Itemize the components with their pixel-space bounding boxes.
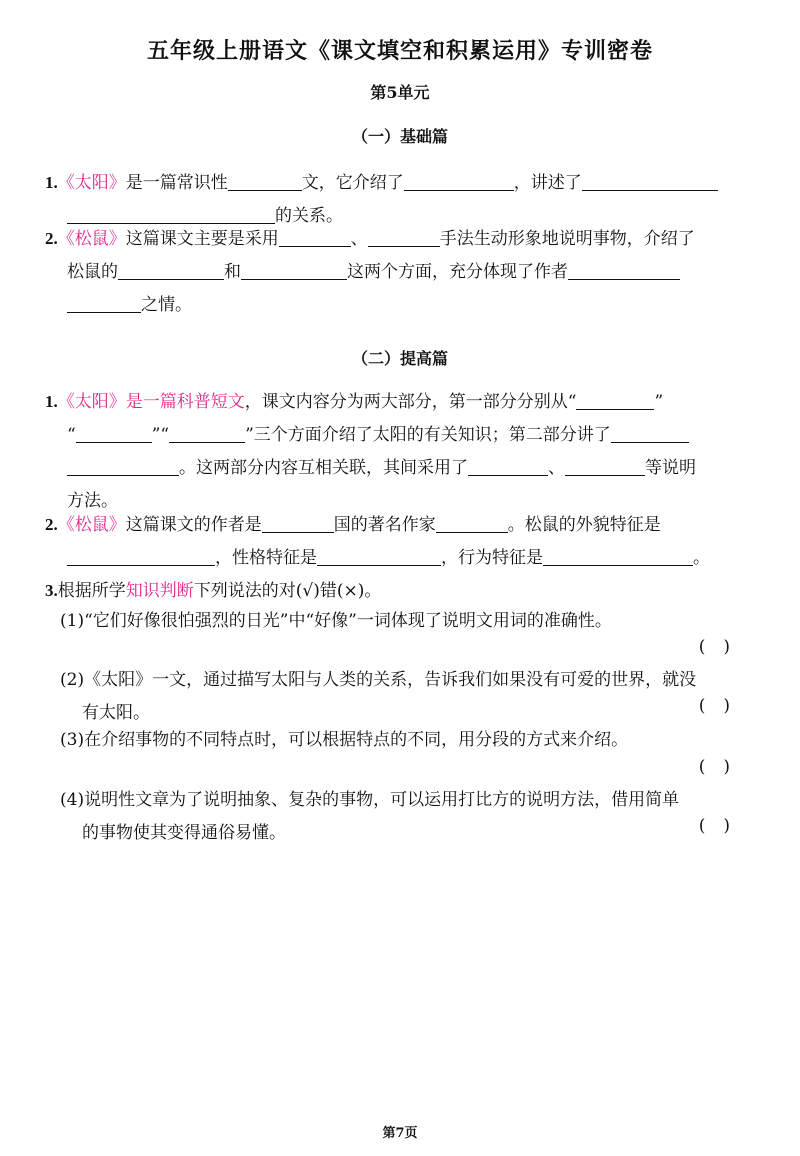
page-number: 第7页 [382, 1126, 418, 1141]
book-title-taiyang-highlight: 《太阳》是一篇科普短文 [57, 392, 245, 412]
answer-parenthesis[interactable]: () [698, 816, 748, 836]
answer-blank[interactable] [317, 545, 441, 566]
answer-blank[interactable] [368, 226, 440, 247]
answer-blank[interactable] [228, 170, 302, 191]
answer-blank[interactable] [76, 422, 152, 443]
answer-blank[interactable] [404, 170, 514, 191]
answer-blank[interactable] [241, 259, 347, 280]
answer-blank[interactable] [169, 422, 245, 443]
judgement-item-2: (2)《太阳》一文，通过描写太阳与人类的关系，告诉我们如果没有可爱的世界，就没 有太阳。 [60, 670, 697, 723]
answer-blank[interactable] [576, 389, 654, 410]
answer-blank[interactable] [543, 545, 693, 566]
answer-blank[interactable] [436, 512, 508, 533]
answer-blank[interactable] [568, 259, 680, 280]
section-heading-advanced: （二）提高篇 [351, 349, 448, 368]
answer-blank[interactable] [118, 259, 224, 280]
book-title-songshu: 《松鼠》 [57, 229, 126, 249]
basic-question-1: 1.《太阳》是一篇常识性 文，它介绍了 ，讲述了 的关系。 [45, 166, 750, 233]
book-title-songshu: 《松鼠》 [57, 515, 126, 535]
book-title-taiyang: 《太阳》 [57, 173, 126, 193]
answer-parenthesis[interactable]: () [698, 696, 748, 716]
advanced-question-1: 1.《太阳》是一篇科普短文，课文内容分为两大部分，第一部分分别从“ ” “ ”“ ”三个方面介绍了太阳的有关知识；第二部分讲了 。这两部分内容互相关联，其间采用了 、 等说明 方法。 [45, 385, 750, 518]
advanced-question-2: 2.《松鼠》这篇课文的作者是 国的著名作家 。松鼠的外貌特征是 ，性格特征是 ，行为特征是 。 [45, 508, 750, 575]
advanced-question-3: 3.根据所学知识判断下列说法的对(√)错(×)。 [45, 581, 382, 601]
answer-blank[interactable] [67, 545, 215, 566]
answer-blank[interactable] [565, 455, 645, 476]
answer-blank[interactable] [67, 203, 275, 224]
answer-blank[interactable] [611, 422, 689, 443]
answer-blank[interactable] [279, 226, 351, 247]
answer-parenthesis[interactable]: () [698, 757, 748, 777]
judgement-item-3: (3)在介绍事物的不同特点时，可以根据特点的不同，用分段的方式来介绍。 [60, 730, 629, 750]
page-title: 五年级上册语文《课文填空和积累运用》专训密卷 [146, 38, 653, 64]
answer-blank[interactable] [67, 292, 141, 313]
section-heading-basic: （一）基础篇 [351, 127, 448, 146]
judgement-item-1: (1)“它们好像很怕强烈的日光”中“好像”一词体现了说明文用词的准确性。 [60, 611, 612, 631]
answer-parenthesis[interactable]: () [698, 637, 748, 657]
unit-label: 第5单元 [370, 83, 430, 102]
answer-blank[interactable] [582, 170, 718, 191]
judgement-item-4: (4)说明性文章为了说明抽象、复杂的事物，可以运用打比方的说明方法，借用简单 的事物使其变得通俗易懂。 [60, 790, 680, 843]
answer-blank[interactable] [67, 455, 179, 476]
answer-blank[interactable] [468, 455, 548, 476]
basic-question-2: 2.《松鼠》这篇课文主要是采用 、 手法生动形象地说明事物，介绍了 松鼠的 和 这两个方面，充分体现了作者 之情。 [45, 222, 750, 322]
highlight-knowledge: 知识判断 [125, 581, 194, 601]
answer-blank[interactable] [262, 512, 334, 533]
